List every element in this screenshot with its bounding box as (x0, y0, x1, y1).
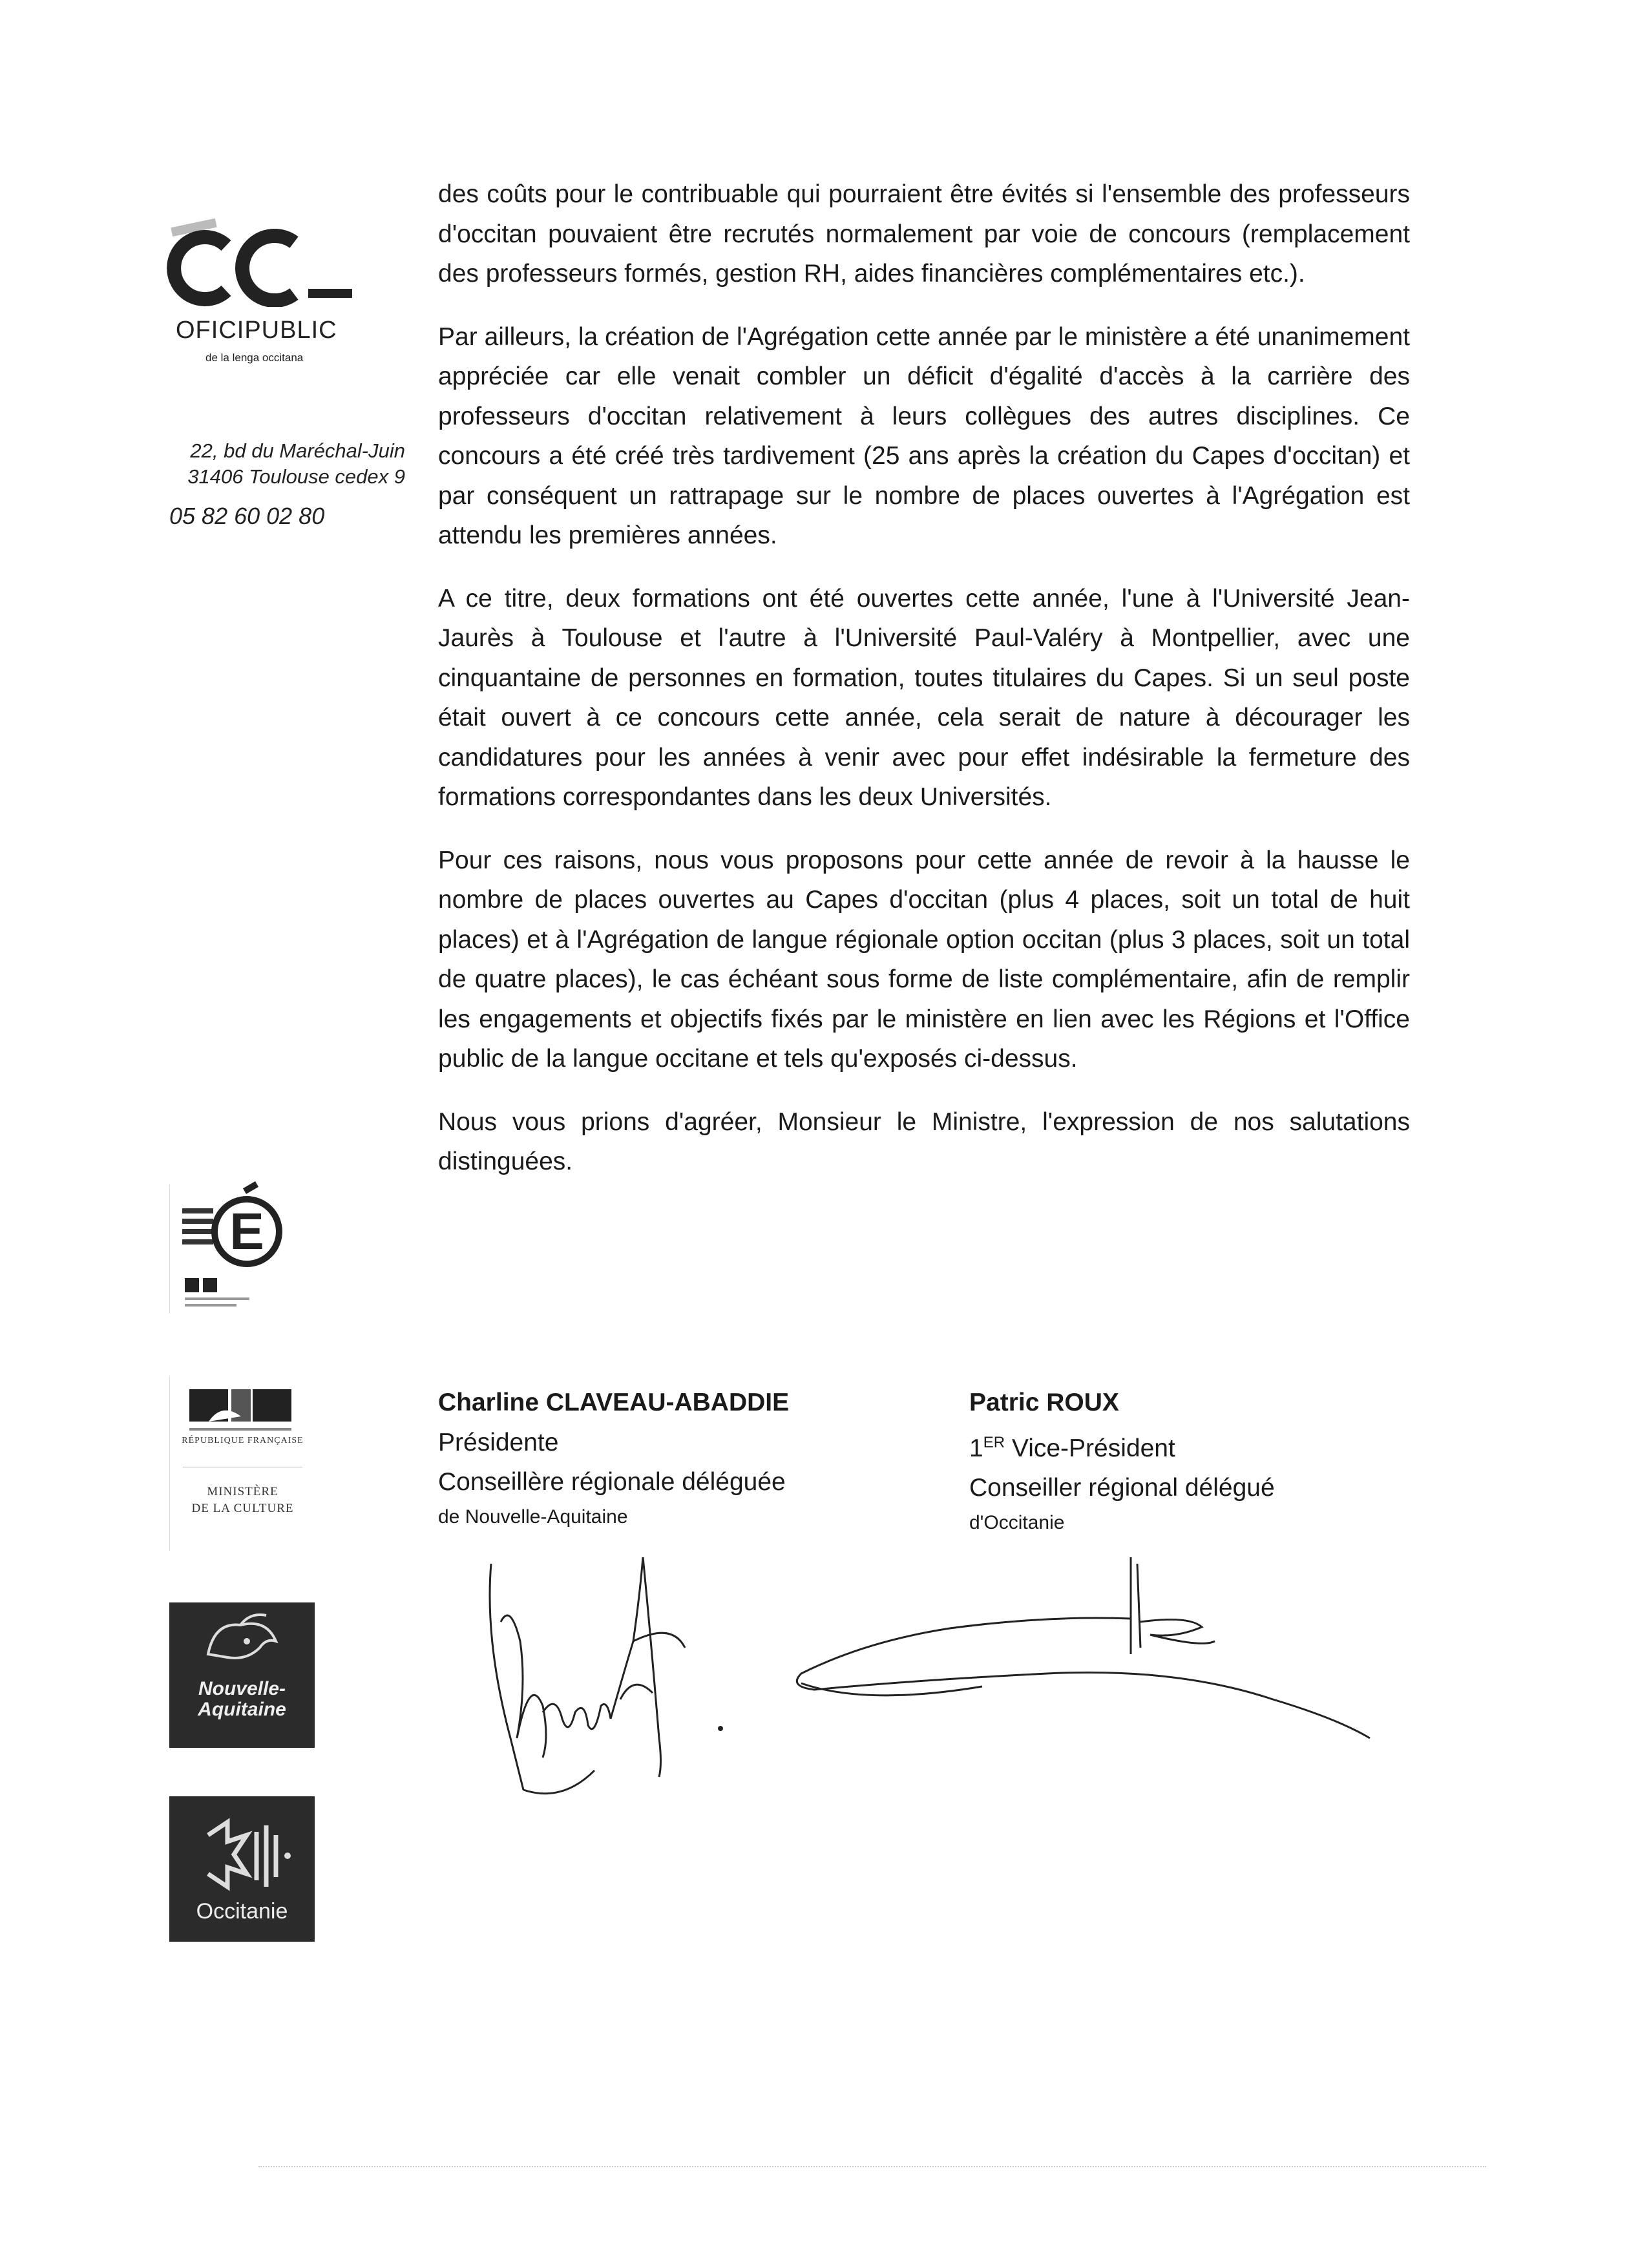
nouvelle-aquitaine-line-2: Aquitaine (198, 1699, 286, 1720)
signatory-right-name: Patric ROUX (969, 1389, 1119, 1416)
nouvelle-aquitaine-logo (169, 1602, 315, 1748)
footer-scan-line (258, 2166, 1486, 2167)
culture-line-1: MINISTÈRE (207, 1485, 278, 1498)
signatory-right-region: d'Occitanie (969, 1511, 1065, 1533)
signatory-left (438, 1383, 789, 1532)
paragraph-5: Nous vous prions d'agréer, Monsieur le Ministre, l'expression de nos salutations distinguées. (438, 1108, 1410, 1175)
signatory-right-role-line (969, 1423, 1275, 1469)
lion-icon (169, 1602, 315, 1674)
sender-address (169, 438, 405, 490)
nouvelle-aquitaine-line-1: Nouvelle- (198, 1678, 286, 1699)
occitanie-logo (169, 1796, 315, 1942)
address-line-2: 31406 Toulouse cedex 9 (187, 465, 405, 488)
signature-left (465, 1544, 737, 1816)
occitanie-text: Occitanie (196, 1899, 288, 1924)
education-ministry-logo (169, 1149, 315, 1331)
paragraph-2: Par ailleurs, la création de l'Agrégation cette année par le ministère a été unanimement appréciée car elle venait combler un déficit d'égalité d'accès à la carrière des professeurs d'occitan relativement à leurs collègues des autres disciplines. Ce concours a été créé très tardivement (25 ans après la création du Capes d'occitan) et par conséquent un rattrapage sur le nombre de places ouvertes à l'Agrégation est attendu les premières années. (438, 322, 1410, 549)
paragraph-3: A ce titre, deux formations ont été ouvertes cette année, l'une à l'Université Jean-Jaurès à Toulouse et l'autre à l'Université Paul-Valéry à Montpellier, avec une cinquantaine de personnes en formation, toutes titulaires du Capes. Si un seul poste était ouvert à ce concours cette année, cela serait de nature à décourager les candidatures pour les années à venir avec pour effet indésirable la fermeture des formations correspondantes dans les deux Universités. (438, 584, 1410, 811)
signatory-right (969, 1383, 1275, 1538)
paragraph-1: des coûts pour le contribuable qui pourraient être évités si l'ensemble des professeurs d'occitan pouvaient être recrutés normalement par voie de concours (remplacement des professeurs formés, gestion RH, aides financières complémentaires etc.). (438, 180, 1410, 288)
address-line-1: 22, bd du Maréchal-Juin (190, 439, 405, 462)
signature-right (788, 1551, 1383, 1758)
republique-francaise-text: RÉPUBLIQUE FRANÇAISE (182, 1436, 304, 1445)
org-name: OFICIPUBLIC (176, 317, 337, 344)
signatory-right-title: Conseiller régional délégué (969, 1474, 1275, 1502)
signatory-left-role: Présidente (438, 1428, 559, 1456)
culture-line-2: DE LA CULTURE (191, 1502, 294, 1515)
letter-body (438, 174, 1410, 1205)
oc-logo-icon (165, 210, 359, 307)
occitan-cross-icon (169, 1796, 315, 1900)
signatory-right-role-number: 1 (969, 1434, 983, 1462)
signatory-left-name: Charline CLAVEAU-ABADDIE (438, 1389, 790, 1416)
culture-ministry-logo (169, 1376, 315, 1551)
svg-text:E: E (229, 1202, 264, 1260)
signatory-left-title: Conseillère régionale déléguée (438, 1468, 786, 1496)
paragraph-4: Pour ces raisons, nous vous proposons pour cette année de revoir à la hausse le nombre de places ouvertes au Capes d'occitan (plus 4 places, soit un total de huit places) et à l'Agrégation de langue régionale option occitan (plus 3 places, soit un total de quatre places), le cas échéant sous forme de liste complémentaire, afin de remplir les engagements et objectifs fixés par le ministère en lien avec les Régions et l'Office public de la langue occitane et tels qu'exposés ci-dessus. (438, 846, 1410, 1073)
sender-phone: 05 82 60 02 80 (169, 503, 325, 529)
signatory-right-role-sup: ER (983, 1433, 1005, 1451)
signatory-right-role: Vice-Président (1011, 1434, 1175, 1462)
education-e-icon (169, 1149, 315, 1331)
signatory-left-region: de Nouvelle-Aquitaine (438, 1506, 628, 1528)
org-subtitle: de la lenga occitana (205, 352, 304, 364)
